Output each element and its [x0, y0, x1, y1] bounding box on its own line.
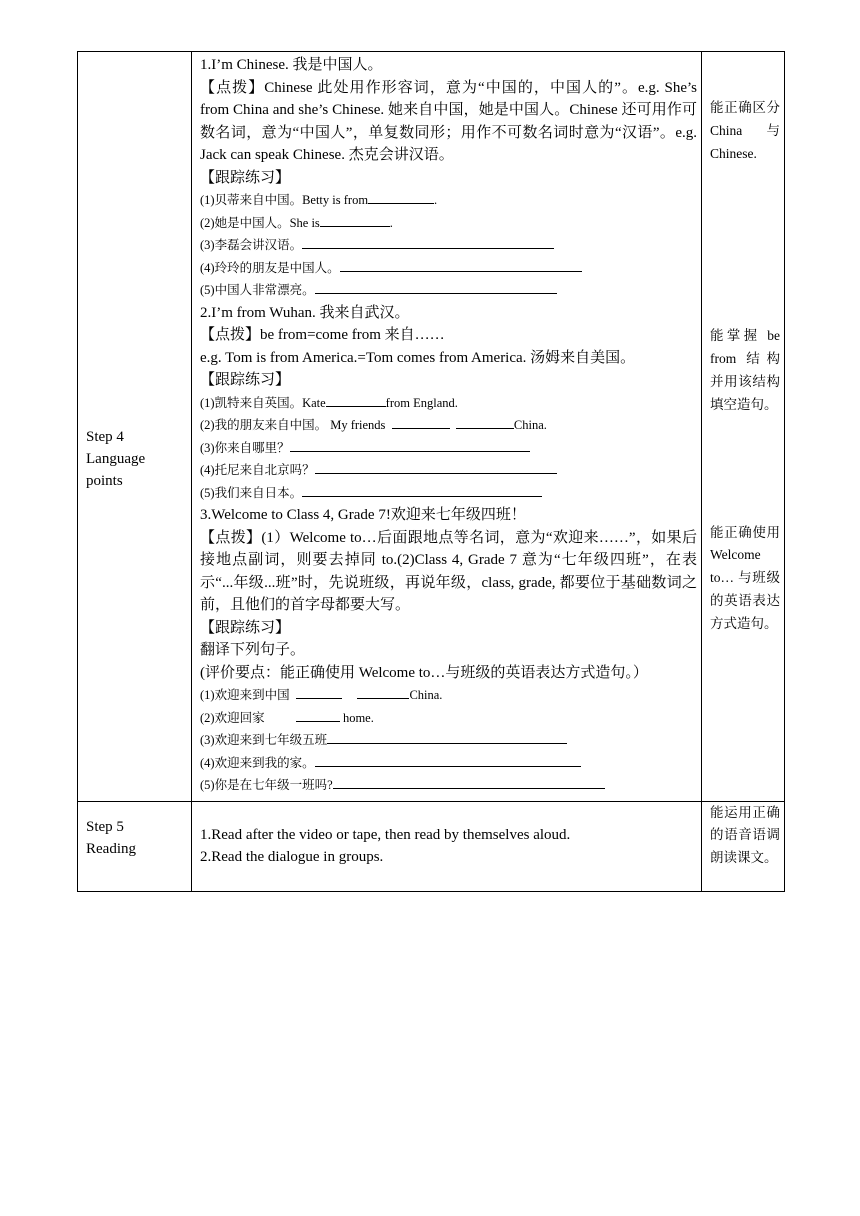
answer-blank[interactable]	[320, 212, 390, 227]
note-cell	[702, 52, 785, 802]
point-explain: 【点拨】be from=come from 来自……	[200, 327, 445, 343]
answer-blank[interactable]	[392, 414, 450, 429]
answer-blank[interactable]	[340, 257, 582, 272]
exercise-line: (4)托尼来自北京吗？	[200, 459, 697, 482]
instruction: 翻译下列句子。	[200, 642, 306, 658]
exercise-line: (2)她是中国人。She is .	[200, 212, 697, 235]
step-label: Step 5 Reading	[86, 818, 136, 857]
point-explain: 【点拨】(1）Welcome to…后面跟地点等名词，意为“欢迎来……”，如果后接地点副词，则要去掉同 to.(2)Class 4, Grade 7 意为“七年级四班”，在表示“...年级...班”时，先说班级，再说年级，class, grade, 都要位于基础数词之前，且他们的首字母都要大写。	[200, 529, 697, 613]
exercise-line: (1)凯特来自英国。Kate from England.	[200, 392, 697, 415]
evaluation-note: (评价要点：能正确使用 Welcome to…与班级的英语表达方式造句。）	[200, 664, 648, 681]
exercise-line: (2)欢迎回家 home.	[200, 707, 697, 730]
exercise-line: (4)欢迎来到我的家。	[200, 752, 697, 775]
exercise-line: (1)贝蒂来自中国。Betty is from .	[200, 189, 697, 212]
exercise-line: (5)中国人非常漂亮。	[200, 279, 697, 302]
answer-blank[interactable]	[315, 459, 557, 474]
row-step5	[78, 801, 785, 891]
exercise-line: (3)李磊会讲汉语。	[200, 234, 697, 257]
exercise-line: (5)我们来自日本。	[200, 482, 697, 505]
reading-line: 1.Read after the video or tape, then read by themselves aloud.	[200, 826, 571, 843]
answer-blank[interactable]	[326, 392, 386, 407]
lesson-table	[77, 51, 785, 892]
exercise-line: (3)欢迎来到七年级五班	[200, 729, 697, 752]
answer-blank[interactable]	[357, 684, 409, 699]
exercise-line: (3)你来自哪里？	[200, 437, 697, 460]
answer-blank[interactable]	[315, 279, 557, 294]
practice-label: 【跟踪练习】	[200, 619, 291, 636]
answer-blank[interactable]	[315, 752, 581, 767]
point-explain: 【点拨】Chinese 此处用作形容词，意为“中国的，中国人的”。e.g. She’s from China and she’s Chinese. 她来自中国，她是中国人。Chinese 还可用作可数名词，意为“中国人”，单复数同形；用作不可数名词时意为“汉语”。e.g. Jack can speak Chinese. 杰克会讲汉语。	[200, 79, 697, 163]
point-example: e.g. Tom is from America.=Tom comes from America. 汤姆来自美国。	[200, 349, 636, 366]
point-title: 3.Welcome to Class 4, Grade 7!欢迎来七年级四班！	[200, 507, 526, 523]
answer-blank[interactable]	[327, 729, 567, 744]
practice-label: 【跟踪练习】	[200, 169, 291, 186]
step-label: Step 4 Language points	[86, 429, 146, 489]
content-cell	[192, 801, 702, 891]
point-title: 1.I’m Chinese. 我是中国人。	[200, 57, 383, 73]
exercise-line: (1)欢迎来到中国 China.	[200, 684, 697, 707]
answer-blank[interactable]	[302, 482, 542, 497]
step-cell	[78, 52, 192, 802]
note-cell	[702, 801, 785, 891]
exercise-line: (2)我的朋友来自中国。 My friends China.	[200, 414, 697, 437]
answer-blank[interactable]	[302, 234, 554, 249]
answer-blank[interactable]	[290, 437, 530, 452]
step-cell	[78, 801, 192, 891]
answer-blank[interactable]	[333, 774, 605, 789]
exercise-line: (5)你是在七年级一班吗?	[200, 774, 697, 797]
practice-label: 【跟踪练习】	[200, 372, 291, 388]
reading-line: 2.Read the dialogue in groups.	[200, 849, 384, 865]
row-step4	[78, 52, 785, 802]
teaching-goal: 能正确区分 China 与 Chinese.	[710, 100, 780, 161]
point-title: 2.I’m from Wuhan. 我来自武汉。	[200, 304, 410, 321]
answer-blank[interactable]	[296, 684, 342, 699]
teaching-goal: 能掌握 be from 结构并用该结构填空造句。	[710, 328, 780, 412]
answer-blank[interactable]	[296, 707, 340, 722]
teaching-goal: 能正确使用 Welcome to… 与班级的英语表达方式造句。	[710, 524, 780, 631]
exercise-line: (4)玲玲的朋友是中国人。	[200, 257, 697, 280]
answer-blank[interactable]	[368, 189, 434, 204]
teaching-goal: 能运用正确的语音语调朗读课文。	[710, 804, 780, 866]
answer-blank[interactable]	[456, 414, 514, 429]
content-cell	[192, 52, 702, 802]
